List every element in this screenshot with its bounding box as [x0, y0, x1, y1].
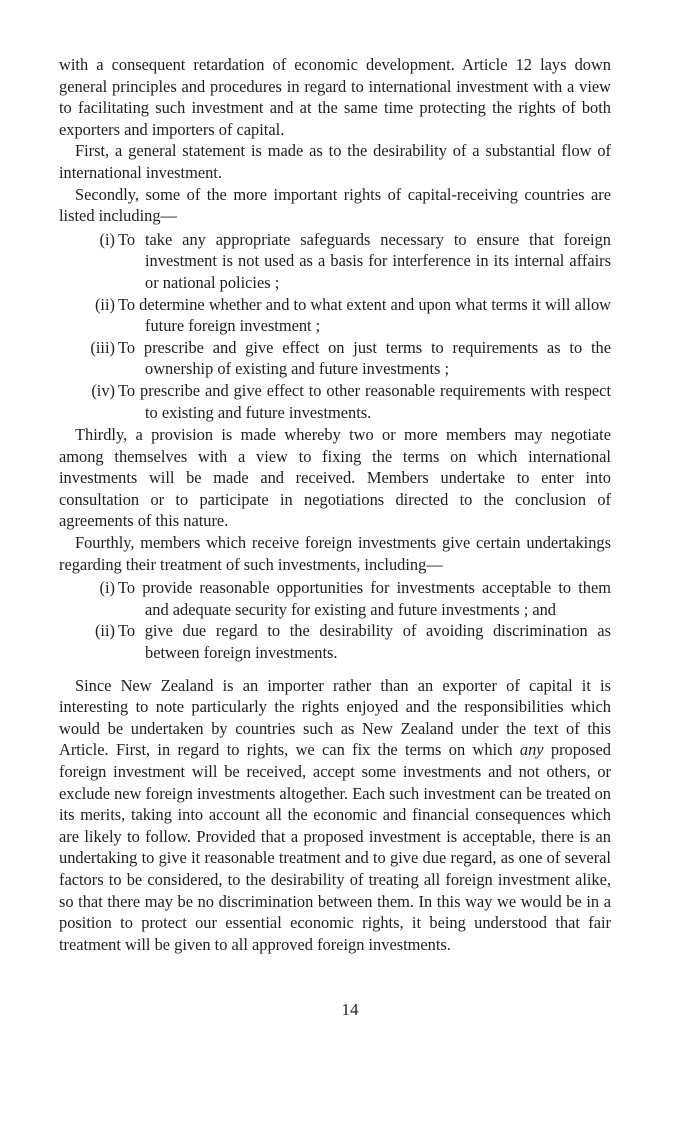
- paragraph-secondly: Secondly, some of the more important rights of capital-receiving countries are listed including—: [59, 184, 611, 226]
- list-item: [59, 620, 611, 663]
- paragraph-article-12: with a consequent retardation of economic development. Article 12 lays down general principles and procedures in regard to international investment with a view to facilitating such investment and at the same time protecting the rights of both exporters and importers of capital.: [59, 55, 611, 139]
- list-item: [59, 380, 611, 423]
- list-item-text: To provide reasonable opportunities for investments acceptable to them and adequate security for existing and future investments ; and: [118, 578, 611, 619]
- list-item: [59, 294, 611, 337]
- list-item-text: To give due regard to the desirability of avoiding discrimination as between foreign investments.: [118, 621, 611, 663]
- list-item-number: (i): [99, 578, 115, 598]
- paragraph-text: Since New Zealand is an importer rather than an exporter of capital it is interesting to note particularly the rights enjoyed and the responsibilities which would be undertaken by countries such as New Zealand under the text of this Article. First, in regard to rights, we can fix the terms on which: [59, 675, 611, 760]
- list-item-text: To determine whether and to what extent and upon what terms it will allow future foreign investment ;: [118, 294, 611, 336]
- list-item: [59, 229, 611, 294]
- list-item-text: To prescribe and give effect on just terms to requirements as to the ownership of existing and future investments ;: [118, 337, 611, 379]
- page-number: 14: [341, 1000, 359, 1019]
- paragraph-fourthly: Fourthly, members which receive foreign investments give certain undertakings regarding their treatment of such investments, including—: [59, 533, 611, 574]
- list-item-number: (iv): [91, 380, 115, 400]
- paragraph-thirdly: Thirdly, a provision is made whereby two or more members may negotiate among themselves with a view to fixing the terms on which international investments will be made and received. Members undertake to enter into consultation or to participate in negotiations directed to the conclusion of agreements of this nature.: [59, 425, 611, 531]
- list-item-text: To prescribe and give effect to other reasonable requirements with respect to existing and future investments.: [118, 380, 611, 422]
- paragraph-text: proposed foreign investment will be received, accept some investments and not others, or exclude new foreign investments altogether. Each such investment can be treated on its merits, taking into account all the economic and financial consequences which are likely to follow. Provided that a proposed investment is acceptable, there is an undertaking to give it reasonable treatment and to give due regard, as one of several factors to be considered, to the desirability of treating all foreign investment alike, so that there may be no discrimination between them. In this way we would be in a position to protect our essential economic rights, it being understood that fair treatment will be given to all approved foreign investments.: [59, 740, 611, 954]
- list-item: [59, 577, 611, 620]
- list-item-number: (iii): [90, 337, 115, 357]
- rights-list: [59, 229, 611, 423]
- list-item-number: (i): [99, 229, 115, 249]
- list-item-number: (ii): [94, 294, 115, 314]
- emphasis-any: any: [519, 740, 544, 760]
- undertakings-list: [59, 577, 611, 663]
- paragraph-new-zealand: [59, 675, 611, 956]
- list-item-number: (ii): [94, 621, 115, 641]
- page-body: [59, 54, 611, 955]
- list-item-text: To take any appropriate safeguards necessary to ensure that foreign investment is not used as a basis for interference in its internal affairs or national policies ;: [118, 229, 611, 292]
- paragraph-first: First, a general statement is made as to the desirability of a substantial flow of international investment.: [59, 141, 611, 182]
- list-item: [59, 337, 611, 380]
